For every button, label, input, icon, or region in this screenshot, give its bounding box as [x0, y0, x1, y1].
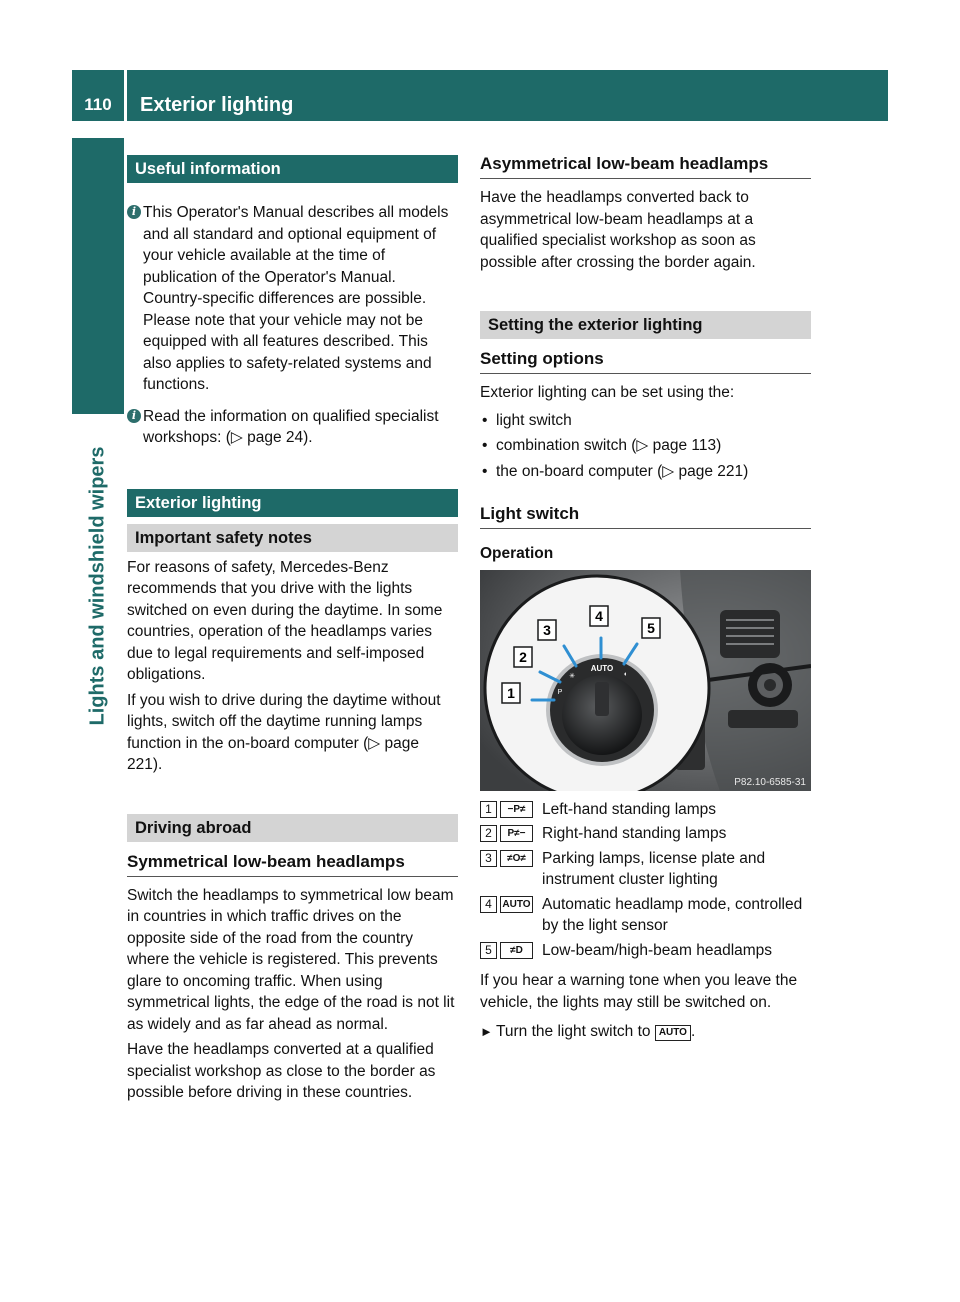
abroad-paragraph-2: Have the headlamps converted at a qualified specialist workshop as close to the border as possible before driving in these countries.: [127, 1041, 436, 1101]
dial-label-2: 2: [519, 648, 527, 665]
setting-intro: Exterior lighting can be set using the:: [480, 384, 735, 401]
exterior-lighting-heading: Exterior lighting: [127, 489, 458, 517]
legend-item: [480, 799, 811, 821]
asymmetrical-heading: Asymmetrical low-beam headlamps: [480, 152, 811, 179]
section-label-text: Lights and windshield wipers: [86, 446, 109, 726]
image-code: P82.10-6585-31: [734, 776, 806, 788]
left-standing-lamp-icon: −P≠: [500, 801, 533, 818]
step-text: Turn the light switch to: [496, 1023, 651, 1040]
dial-label-3: 3: [543, 621, 551, 638]
left-column: [127, 155, 458, 1104]
dial-label-5: 5: [647, 619, 655, 636]
legend-text: Left-hand standing lamps: [542, 800, 717, 818]
auto-headlamp-icon: AUTO: [500, 896, 533, 913]
useful-info-heading: Useful information: [127, 155, 458, 183]
info-note-1-text: This Operator's Manual describes all models and all standard and optional equipment of your vehicle available at the time of publication of the Operator's Manual. Country-specific differences are possible. Please note that your vehicle may not be equipped with all features described. This also applies to safety-related systems and functions.: [143, 204, 449, 393]
section-tab: [72, 138, 124, 414]
info-note-1: [127, 202, 458, 396]
setting-options-heading: Setting options: [480, 347, 811, 374]
legend-text: Low-beam/high-beam headlamps: [542, 941, 773, 959]
auto-icon: AUTO: [655, 1025, 691, 1041]
legend-text: Right-hand standing lamps: [542, 825, 727, 842]
list-item: • light switch: [480, 410, 811, 432]
instruction-step: [480, 1021, 811, 1043]
right-column: [480, 152, 811, 1043]
safety-notes-heading: Important safety notes: [127, 524, 458, 552]
setting-options-list: [480, 410, 811, 483]
legend-item: [480, 848, 811, 891]
list-item: • the on-board computer (▷ page 221): [480, 461, 811, 483]
legend-item: [480, 940, 811, 962]
symmetrical-heading: Symmetrical low-beam headlamps: [127, 850, 458, 877]
safety-paragraph-2: If you wish to drive during the daytime without lights, switch off the daytime running lamps function in the on-board computer (▷ page 221).: [127, 691, 441, 773]
info-icon: i: [127, 409, 141, 423]
legend-item: [480, 823, 811, 845]
legend-number: 2: [480, 825, 497, 842]
info-note-2: [127, 406, 458, 449]
step-arrow-icon: ►: [480, 1024, 493, 1039]
section-label: [72, 420, 124, 752]
asymmetrical-paragraph: Have the headlamps converted back to asymmetrical low-beam headlamps at a qualified specialist workshop as soon as possible after crossing the border again.: [480, 189, 756, 271]
parking-lamp-icon: ≠O≠: [500, 850, 533, 867]
svg-text:◐: ◐: [623, 670, 629, 678]
legend-text: Automatic headlamp mode, controlled by the light sensor: [542, 895, 803, 934]
safety-paragraph-1: For reasons of safety, Mercedes-Benz recommends that you drive with the lights switched on even during the daytime. In some countries, operation of the headlamps varies due to legal requirements and self-imposed obligations.: [127, 558, 443, 683]
legend-item: [480, 894, 811, 937]
light-switch-heading: Light switch: [480, 502, 811, 529]
abroad-paragraph-1: Switch the headlamps to symmetrical low beam in countries in which traffic drives on the opposite side of the road from the country where the vehicle is registered. This prevents glare to oncoming traffic. When using symmetrical lights, the edge of the road is not lit as widely and as far ahead as normal.: [127, 886, 455, 1033]
setting-exterior-heading: Setting the exterior lighting: [480, 311, 811, 339]
operation-label: Operation: [480, 545, 554, 562]
legend-number: 3: [480, 850, 497, 867]
header-divider: [124, 70, 127, 121]
dial-label-1: 1: [507, 684, 515, 701]
page-title: Exterior lighting: [140, 94, 294, 116]
legend-list: [480, 799, 811, 962]
legend-text: Parking lamps, license plate and instrument cluster lighting: [542, 849, 766, 888]
dial-auto-label: AUTO: [590, 663, 614, 673]
svg-text:P: P: [557, 688, 563, 696]
dial-label-4: 4: [595, 607, 603, 624]
driving-abroad-heading: Driving abroad: [127, 814, 458, 842]
page-number: 110: [84, 95, 112, 114]
step-end: .: [690, 1023, 696, 1040]
low-beam-icon: ≠D: [500, 942, 533, 959]
legend-number: 1: [480, 801, 497, 818]
light-switch-photo: [480, 570, 811, 791]
light-switch-illustration: [480, 570, 811, 791]
right-standing-lamp-icon: P≠−: [500, 825, 533, 842]
list-item: • combination switch (▷ page 113): [480, 435, 811, 457]
warning-paragraph: If you hear a warning tone when you leave the vehicle, the lights may still be switched on.: [480, 972, 798, 1011]
legend-number: 5: [480, 942, 497, 959]
svg-text:✳: ✳: [569, 672, 575, 680]
legend-number: 4: [480, 896, 497, 913]
info-icon: i: [127, 205, 141, 219]
info-note-2-text: Read the information on qualified specialist workshops: (▷ page 24).: [143, 407, 439, 446]
